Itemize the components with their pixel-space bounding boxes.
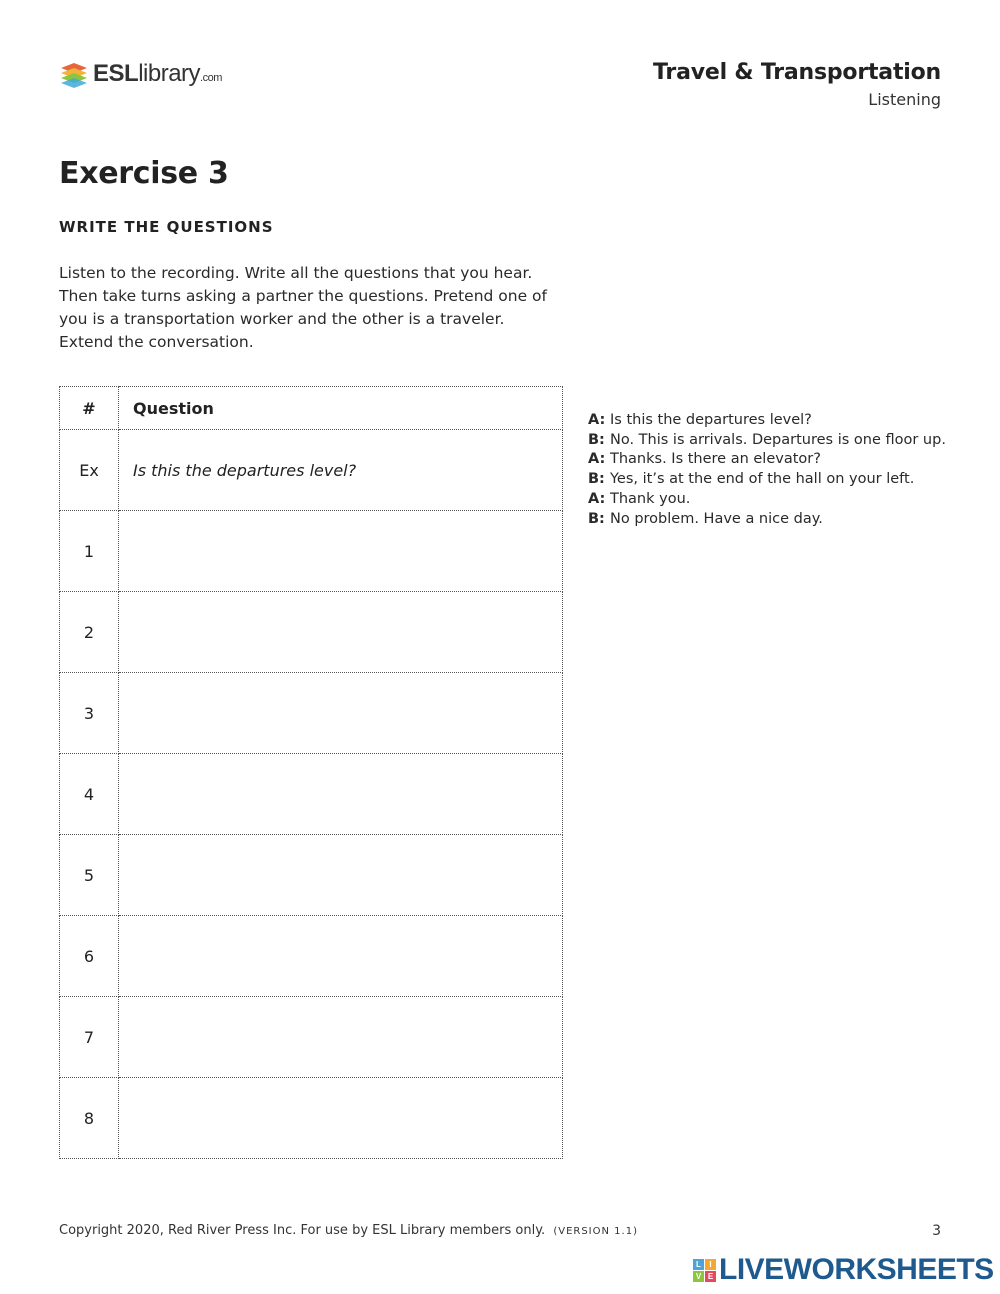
- book-stack-icon: [59, 59, 89, 89]
- liveworksheets-watermark: [693, 1253, 994, 1287]
- section-heading: WRITE THE QUESTIONS: [59, 218, 274, 236]
- logo-block-e: E: [705, 1271, 716, 1282]
- copyright-text: Copyright 2020, Red River Press Inc. For use by ESL Library members only.: [59, 1223, 546, 1238]
- logo-block-v: V: [693, 1271, 704, 1282]
- transcript: [588, 411, 948, 529]
- column-header-question: Question: [119, 387, 563, 430]
- column-header-number: #: [60, 387, 119, 430]
- answer-field-2[interactable]: [119, 592, 563, 673]
- logo-brand: ESL: [93, 60, 139, 87]
- table-row: [60, 1078, 563, 1159]
- table-row: [60, 511, 563, 592]
- document-title: Travel & Transportation: [653, 60, 941, 85]
- speaker-label: B:: [588, 431, 605, 448]
- transcript-text: No. This is arrivals. Departures is one floor up.: [610, 431, 946, 448]
- table-row: [60, 592, 563, 673]
- page-number: 3: [932, 1223, 941, 1239]
- speaker-label: A:: [588, 490, 606, 507]
- table-row: [60, 835, 563, 916]
- logo-block-i: I: [705, 1259, 716, 1270]
- exercise-title: Exercise 3: [59, 156, 229, 191]
- transcript-line: [588, 510, 948, 530]
- logo-block-l: L: [693, 1259, 704, 1270]
- answer-field-4[interactable]: [119, 754, 563, 835]
- transcript-text: Yes, it’s at the end of the hall on your left.: [610, 471, 915, 488]
- row-number: 1: [60, 511, 119, 592]
- transcript-line: [588, 490, 948, 510]
- transcript-line: [588, 470, 948, 490]
- transcript-line: [588, 411, 948, 431]
- logo-brand-library: library: [138, 60, 201, 87]
- table-row: [60, 916, 563, 997]
- answer-field-7[interactable]: [119, 997, 563, 1078]
- version-label: (VERSION 1.1): [553, 1226, 638, 1237]
- document-subtitle: Listening: [868, 90, 941, 109]
- transcript-text: Is this the departures level?: [610, 412, 812, 428]
- table-row: [60, 997, 563, 1078]
- table-row: [60, 673, 563, 754]
- row-number: 3: [60, 673, 119, 754]
- questions-table: [59, 386, 563, 1159]
- transcript-text: No problem. Have a nice day.: [610, 510, 823, 527]
- liveworksheets-logo-icon: [693, 1259, 716, 1282]
- speaker-label: A:: [588, 412, 606, 428]
- instructions: Listen to the recording. Write all the questions that you hear. Then take turns asking a partner the questions. Pretend one of you is a transportation worker and the other is a traveler. Extend the conversation.: [59, 264, 548, 351]
- answer-field-1[interactable]: [119, 511, 563, 592]
- speaker-label: B:: [588, 510, 605, 527]
- row-number: 7: [60, 997, 119, 1078]
- speaker-label: B:: [588, 471, 605, 488]
- row-number: Ex: [60, 430, 119, 511]
- table-row: [60, 430, 563, 511]
- answer-field-5[interactable]: [119, 835, 563, 916]
- table-row: [60, 754, 563, 835]
- logo-domain: .com: [200, 72, 222, 84]
- transcript-text: Thanks. Is there an elevator?: [610, 451, 821, 468]
- example-question: Is this the departures level?: [119, 430, 563, 511]
- row-number: 6: [60, 916, 119, 997]
- table-header-row: [60, 387, 563, 430]
- answer-field-3[interactable]: [119, 673, 563, 754]
- copyright-notice: [59, 1223, 638, 1238]
- row-number: 2: [60, 592, 119, 673]
- speaker-label: A:: [588, 451, 606, 468]
- row-number: 8: [60, 1078, 119, 1159]
- row-number: 4: [60, 754, 119, 835]
- transcript-text: Thank you.: [610, 490, 691, 507]
- answer-field-8[interactable]: [119, 1078, 563, 1159]
- transcript-line: [588, 450, 948, 470]
- answer-field-6[interactable]: [119, 916, 563, 997]
- transcript-line: [588, 431, 948, 451]
- liveworksheets-wordmark: LIVEWORKSHEETS: [719, 1253, 994, 1286]
- row-number: 5: [60, 835, 119, 916]
- esl-library-logo: [59, 58, 222, 90]
